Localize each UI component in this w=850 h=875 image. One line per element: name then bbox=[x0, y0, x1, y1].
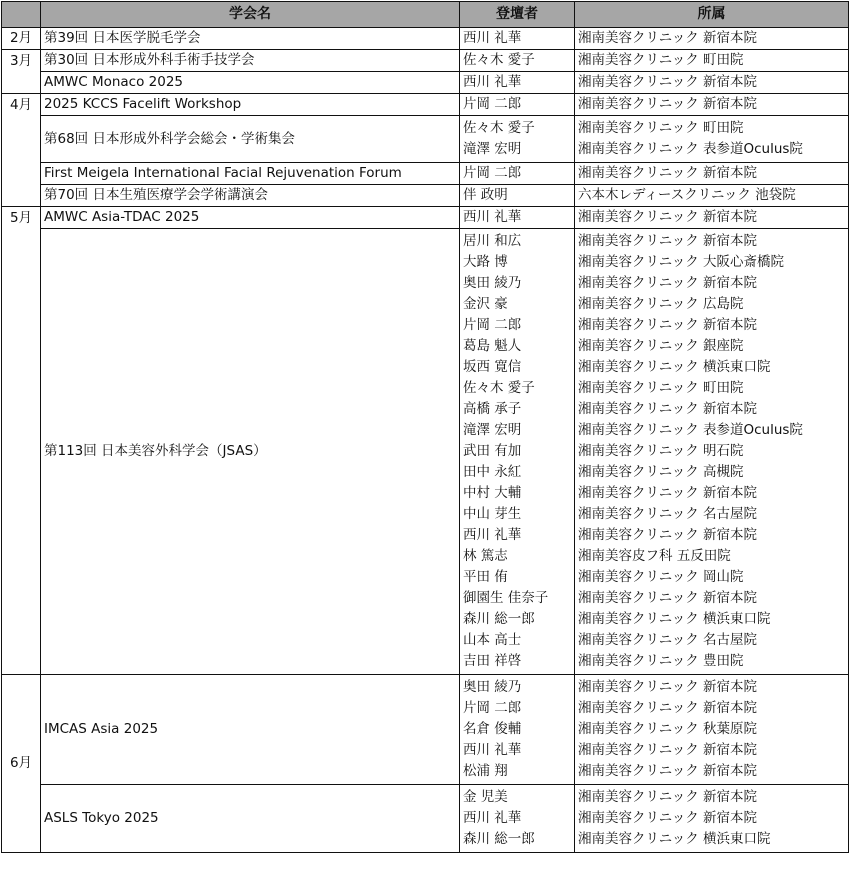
affiliation-name: 湘南美容クリニック 秋葉原院 bbox=[578, 721, 757, 737]
month-cell: 2月 bbox=[2, 28, 41, 50]
presenter-name: 田中 永紅 bbox=[463, 464, 522, 480]
affiliation-name: 湘南美容クリニック 新宿本院 bbox=[578, 810, 757, 826]
conference-cell: 第39回 日本医学脱毛学会 bbox=[41, 28, 460, 50]
table-row bbox=[2, 675, 849, 785]
table-row bbox=[2, 72, 849, 94]
affiliation-name: 湘南美容皮フ科 五反田院 bbox=[578, 548, 731, 564]
affiliation-name: 湘南美容クリニック 表参道Oculus院 bbox=[578, 141, 803, 157]
presenter-cell bbox=[460, 207, 575, 229]
affiliation-name: 湘南美容クリニック 新宿本院 bbox=[578, 233, 757, 249]
presenter-name: 西川 礼華 bbox=[463, 810, 522, 826]
affiliation-name: 湘南美容クリニック 名古屋院 bbox=[578, 632, 757, 648]
presenter-name: 西川 礼華 bbox=[463, 74, 522, 90]
conference-cell: IMCAS Asia 2025 bbox=[41, 675, 460, 785]
presenter-name: 森川 総一郎 bbox=[463, 611, 535, 627]
conference-cell: 2025 KCCS Facelift Workshop bbox=[41, 94, 460, 116]
presenter-name: 居川 和広 bbox=[463, 233, 522, 249]
presenter-name: 西川 礼華 bbox=[463, 30, 522, 46]
affiliation-name: 湘南美容クリニック 広島院 bbox=[578, 296, 744, 312]
affiliation-name: 湘南美容クリニック 新宿本院 bbox=[578, 742, 757, 758]
conference-schedule-table bbox=[1, 1, 849, 853]
affiliation-cell bbox=[575, 785, 849, 853]
conference-cell: ASLS Tokyo 2025 bbox=[41, 785, 460, 853]
presenter-cell bbox=[460, 72, 575, 94]
presenter-cell bbox=[460, 116, 575, 163]
presenter-name: 山本 高士 bbox=[463, 632, 522, 648]
presenter-name: 葛島 魁人 bbox=[463, 338, 522, 354]
header-row bbox=[2, 2, 849, 28]
affiliation-cell bbox=[575, 675, 849, 785]
conference-cell: First Meigela International Facial Rejuvenation Forum bbox=[41, 163, 460, 185]
affiliation-name: 湘南美容クリニック 新宿本院 bbox=[578, 485, 757, 501]
affiliation-cell bbox=[575, 207, 849, 229]
affiliation-cell bbox=[575, 50, 849, 72]
affiliation-cell bbox=[575, 94, 849, 116]
affiliation-cell bbox=[575, 163, 849, 185]
presenter-name: 金沢 豪 bbox=[463, 296, 508, 312]
affiliation-name: 湘南美容クリニック 豊田院 bbox=[578, 653, 744, 669]
presenter-name: 滝澤 宏明 bbox=[463, 422, 522, 438]
presenter-name: 金 児美 bbox=[463, 789, 508, 805]
affiliation-name: 六本木レディースクリニック 池袋院 bbox=[578, 187, 796, 203]
presenter-name: 吉田 祥啓 bbox=[463, 653, 522, 669]
table-row bbox=[2, 94, 849, 116]
affiliation-name: 湘南美容クリニック 新宿本院 bbox=[578, 679, 757, 695]
presenter-name: 坂西 寛信 bbox=[463, 359, 522, 375]
affiliation-cell bbox=[575, 28, 849, 50]
table-row bbox=[2, 50, 849, 72]
affiliation-name: 湘南美容クリニック 町田院 bbox=[578, 120, 744, 136]
affiliation-name: 湘南美容クリニック 町田院 bbox=[578, 52, 744, 68]
affiliation-name: 湘南美容クリニック 名古屋院 bbox=[578, 506, 757, 522]
header-presenter: 登壇者 bbox=[460, 2, 575, 28]
presenter-name: 西川 礼華 bbox=[463, 209, 522, 225]
affiliation-cell bbox=[575, 229, 849, 675]
table-row bbox=[2, 229, 849, 675]
presenter-name: 大路 博 bbox=[463, 254, 508, 270]
presenter-name: 奥田 綾乃 bbox=[463, 679, 522, 695]
presenter-name: 平田 侑 bbox=[463, 569, 508, 585]
affiliation-name: 湘南美容クリニック 新宿本院 bbox=[578, 700, 757, 716]
presenter-name: 西川 礼華 bbox=[463, 742, 522, 758]
conference-cell: AMWC Asia-TDAC 2025 bbox=[41, 207, 460, 229]
header-affiliation: 所属 bbox=[575, 2, 849, 28]
presenter-name: 佐々木 愛子 bbox=[463, 380, 535, 396]
affiliation-name: 湘南美容クリニック 町田院 bbox=[578, 380, 744, 396]
presenter-name: 片岡 二郎 bbox=[463, 165, 522, 181]
affiliation-cell bbox=[575, 116, 849, 163]
presenter-name: 森川 総一郎 bbox=[463, 831, 535, 847]
conference-cell: 第113回 日本美容外科学会（JSAS） bbox=[41, 229, 460, 675]
conference-cell: 第70回 日本生殖医療学会学術講演会 bbox=[41, 185, 460, 207]
affiliation-cell bbox=[575, 185, 849, 207]
affiliation-name: 湘南美容クリニック 新宿本院 bbox=[578, 789, 757, 805]
affiliation-cell bbox=[575, 72, 849, 94]
presenter-name: 佐々木 愛子 bbox=[463, 52, 535, 68]
affiliation-name: 湘南美容クリニック 新宿本院 bbox=[578, 30, 757, 46]
presenter-cell bbox=[460, 28, 575, 50]
affiliation-name: 湘南美容クリニック 新宿本院 bbox=[578, 401, 757, 417]
presenter-name: 武田 有加 bbox=[463, 443, 522, 459]
presenter-name: 佐々木 愛子 bbox=[463, 120, 535, 136]
presenter-cell bbox=[460, 50, 575, 72]
presenter-name: 西川 礼華 bbox=[463, 527, 522, 543]
presenter-name: 片岡 二郎 bbox=[463, 700, 522, 716]
table-row bbox=[2, 116, 849, 163]
affiliation-name: 湘南美容クリニック 横浜東口院 bbox=[578, 611, 771, 627]
presenter-cell bbox=[460, 675, 575, 785]
table-row bbox=[2, 163, 849, 185]
month-cell: 3月 bbox=[2, 50, 41, 94]
presenter-name: 伴 政明 bbox=[463, 187, 508, 203]
affiliation-name: 湘南美容クリニック 新宿本院 bbox=[578, 590, 757, 606]
header-conference: 学会名 bbox=[41, 2, 460, 28]
presenter-name: 林 篤志 bbox=[463, 548, 508, 564]
month-cell: 6月 bbox=[2, 675, 41, 853]
affiliation-name: 湘南美容クリニック 新宿本院 bbox=[578, 275, 757, 291]
presenter-cell bbox=[460, 229, 575, 675]
presenter-name: 片岡 二郎 bbox=[463, 96, 522, 112]
affiliation-name: 湘南美容クリニック 新宿本院 bbox=[578, 763, 757, 779]
presenter-name: 中村 大輔 bbox=[463, 485, 522, 501]
presenter-name: 中山 芽生 bbox=[463, 506, 522, 522]
presenter-name: 滝澤 宏明 bbox=[463, 141, 522, 157]
table-row bbox=[2, 207, 849, 229]
affiliation-name: 湘南美容クリニック 新宿本院 bbox=[578, 165, 757, 181]
affiliation-name: 湘南美容クリニック 高槻院 bbox=[578, 464, 744, 480]
affiliation-name: 湘南美容クリニック 新宿本院 bbox=[578, 317, 757, 333]
table-body bbox=[2, 28, 849, 853]
presenter-name: 御園生 佳奈子 bbox=[463, 590, 549, 606]
presenter-cell bbox=[460, 163, 575, 185]
affiliation-name: 湘南美容クリニック 岡山院 bbox=[578, 569, 744, 585]
affiliation-name: 湘南美容クリニック 銀座院 bbox=[578, 338, 744, 354]
affiliation-name: 湘南美容クリニック 大阪心斎橋院 bbox=[578, 254, 784, 270]
affiliation-name: 湘南美容クリニック 新宿本院 bbox=[578, 74, 757, 90]
presenter-name: 奥田 綾乃 bbox=[463, 275, 522, 291]
presenter-name: 高橋 承子 bbox=[463, 401, 522, 417]
header-month bbox=[2, 2, 41, 28]
conference-cell: AMWC Monaco 2025 bbox=[41, 72, 460, 94]
affiliation-name: 湘南美容クリニック 新宿本院 bbox=[578, 96, 757, 112]
affiliation-name: 湘南美容クリニック 表参道Oculus院 bbox=[578, 422, 803, 438]
conference-cell: 第30回 日本形成外科手術手技学会 bbox=[41, 50, 460, 72]
table-row bbox=[2, 28, 849, 50]
presenter-cell bbox=[460, 94, 575, 116]
presenter-name: 片岡 二郎 bbox=[463, 317, 522, 333]
conference-cell: 第68回 日本形成外科学会総会・学術集会 bbox=[41, 116, 460, 163]
presenter-cell bbox=[460, 185, 575, 207]
affiliation-name: 湘南美容クリニック 新宿本院 bbox=[578, 209, 757, 225]
affiliation-name: 湘南美容クリニック 横浜東口院 bbox=[578, 831, 771, 847]
presenter-name: 名倉 俊輔 bbox=[463, 721, 522, 737]
month-cell: 4月 bbox=[2, 94, 41, 207]
affiliation-name: 湘南美容クリニック 明石院 bbox=[578, 443, 744, 459]
affiliation-name: 湘南美容クリニック 横浜東口院 bbox=[578, 359, 771, 375]
affiliation-name: 湘南美容クリニック 新宿本院 bbox=[578, 527, 757, 543]
table-row bbox=[2, 185, 849, 207]
presenter-cell bbox=[460, 785, 575, 853]
month-cell: 5月 bbox=[2, 207, 41, 675]
table-row bbox=[2, 785, 849, 853]
presenter-name: 松浦 翔 bbox=[463, 763, 508, 779]
